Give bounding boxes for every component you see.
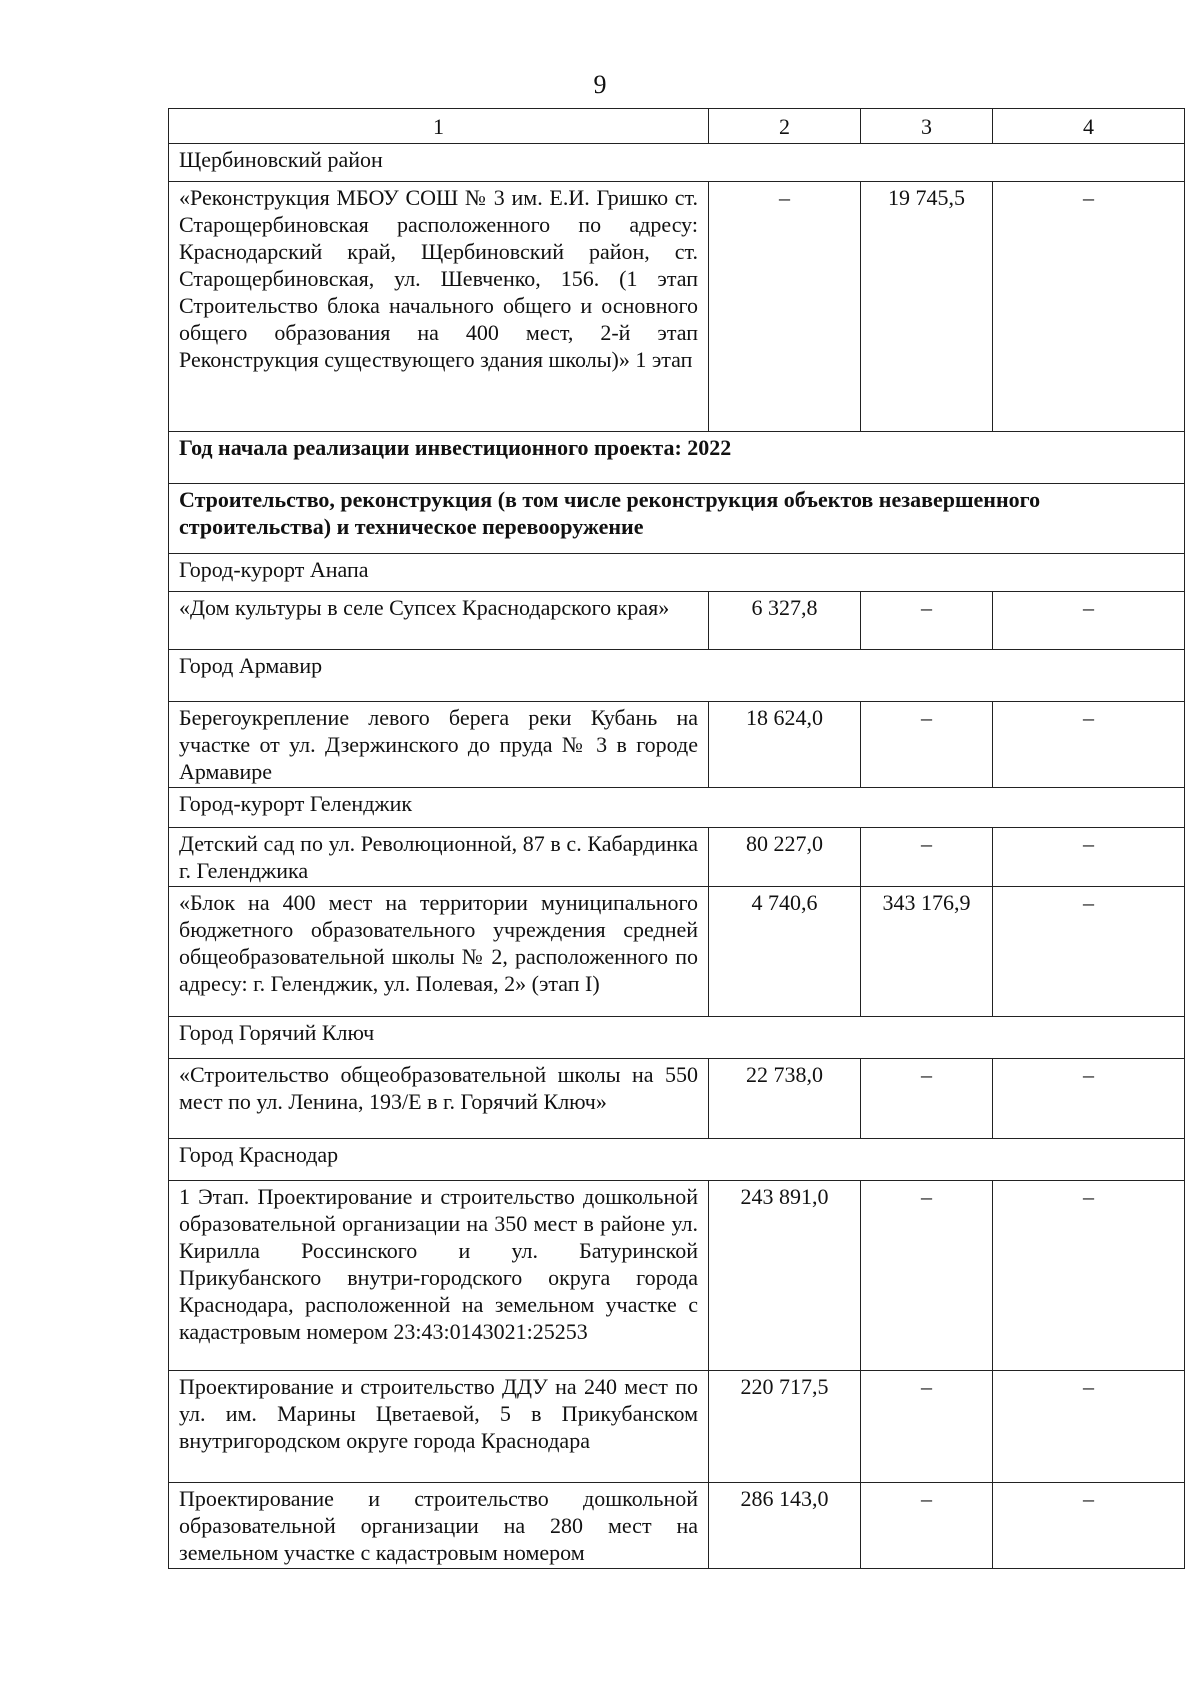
project-description: «Строительство общеобразовательной школы на 550 мест по ул. Ленина, 193/Е в г. Горячий Ключ» (169, 1059, 709, 1139)
amount-col-2: 80 227,0 (709, 828, 861, 887)
district-row (169, 144, 1185, 182)
table-row (169, 592, 1185, 650)
amount-col-3: – (861, 702, 993, 788)
amount-col-4: – (993, 702, 1185, 788)
page-number: 9 (593, 70, 607, 99)
amount-col-2: 286 143,0 (709, 1483, 861, 1569)
district-row (169, 1017, 1185, 1059)
amount-col-2: – (709, 182, 861, 432)
project-description: «Реконструкция МБОУ СОШ № 3 им. Е.И. Гришко ст. Старощербиновская расположенного по адресу: Краснодарский край, Щербиновский район, ст. Старощербиновская, ул. Шевченко, 156. (1 этап Строительство блока начального общего и основного общего образования на 400 мест, 2-й этап Реконструкция существующего здания школы)» 1 этап (169, 182, 709, 432)
amount-col-4: – (993, 182, 1185, 432)
project-description: Проектирование и строительство дошкольной образовательной организации на 280 мест на земельном участке с кадастровым номером (169, 1483, 709, 1569)
district-heading: Город Краснодар (169, 1139, 1185, 1181)
table-row (169, 1181, 1185, 1371)
district-heading: Город Армавир (169, 650, 1185, 702)
district-heading: Щербиновский район (169, 144, 1185, 182)
amount-col-3: – (861, 1371, 993, 1483)
amount-col-2: 4 740,6 (709, 887, 861, 1017)
amount-col-2: 18 624,0 (709, 702, 861, 788)
project-description: «Дом культуры в селе Супсех Краснодарского края» (169, 592, 709, 650)
table-row (169, 828, 1185, 887)
amount-col-4: – (993, 1181, 1185, 1371)
header-col-3: 3 (861, 109, 993, 144)
district-row (169, 788, 1185, 828)
amount-col-3: 343 176,9 (861, 887, 993, 1017)
project-description: Берегоукрепление левого берега реки Кубань на участке от ул. Дзержинского до пруда № 3 в городе Армавире (169, 702, 709, 788)
amount-col-4: – (993, 592, 1185, 650)
table-row (169, 887, 1185, 1017)
amount-col-4: – (993, 1483, 1185, 1569)
section-heading: Строительство, реконструкция (в том числе реконструкция объектов незавершенного строительства) и техническое перевооружение (169, 484, 1185, 554)
district-row (169, 554, 1185, 592)
section-row (169, 484, 1185, 554)
district-heading: Город-курорт Геленджик (169, 788, 1185, 828)
amount-col-2: 243 891,0 (709, 1181, 861, 1371)
amount-col-3: – (861, 1059, 993, 1139)
table-row (169, 182, 1185, 432)
investment-projects-table (168, 108, 1185, 1569)
amount-col-4: – (993, 1371, 1185, 1483)
amount-col-3: – (861, 592, 993, 650)
district-row (169, 1139, 1185, 1181)
table-row (169, 1371, 1185, 1483)
header-col-2: 2 (709, 109, 861, 144)
district-heading: Город Горячий Ключ (169, 1017, 1185, 1059)
district-heading: Город-курорт Анапа (169, 554, 1185, 592)
amount-col-3: – (861, 1181, 993, 1371)
section-heading: Год начала реализации инвестиционного проекта: 2022 (169, 432, 1185, 484)
amount-col-4: – (993, 887, 1185, 1017)
amount-col-3: – (861, 828, 993, 887)
header-col-1: 1 (169, 109, 709, 144)
table-row (169, 702, 1185, 788)
amount-col-3: 19 745,5 (861, 182, 993, 432)
project-description: Детский сад по ул. Революционной, 87 в с. Кабардинка г. Геленджика (169, 828, 709, 887)
district-row (169, 650, 1185, 702)
header-col-4: 4 (993, 109, 1185, 144)
amount-col-2: 6 327,8 (709, 592, 861, 650)
section-row (169, 432, 1185, 484)
table-row (169, 1059, 1185, 1139)
amount-col-4: – (993, 1059, 1185, 1139)
project-description: Проектирование и строительство ДДУ на 240 мест по ул. им. Марины Цветаевой, 5 в Прикубанском внутригородском округе города Краснодара (169, 1371, 709, 1483)
project-description: «Блок на 400 мест на территории муниципального бюджетного образовательного учреждения средней общеобразовательной школы № 2, расположенного по адресу: г. Геленджик, ул. Полевая, 2» (этап I) (169, 887, 709, 1017)
table-row (169, 1483, 1185, 1569)
amount-col-2: 220 717,5 (709, 1371, 861, 1483)
project-description: 1 Этап. Проектирование и строительство дошкольной образовательной организации на 350 мест в районе ул. Кирилла Россинского и ул. Батуринской Прикубанского внутри-городского округа города Краснодара, расположенной на земельном участке с кадастровым номером 23:43:0143021:25253 (169, 1181, 709, 1371)
table-body (169, 144, 1185, 1569)
header-row (169, 109, 1185, 144)
amount-col-3: – (861, 1483, 993, 1569)
amount-col-4: – (993, 828, 1185, 887)
amount-col-2: 22 738,0 (709, 1059, 861, 1139)
